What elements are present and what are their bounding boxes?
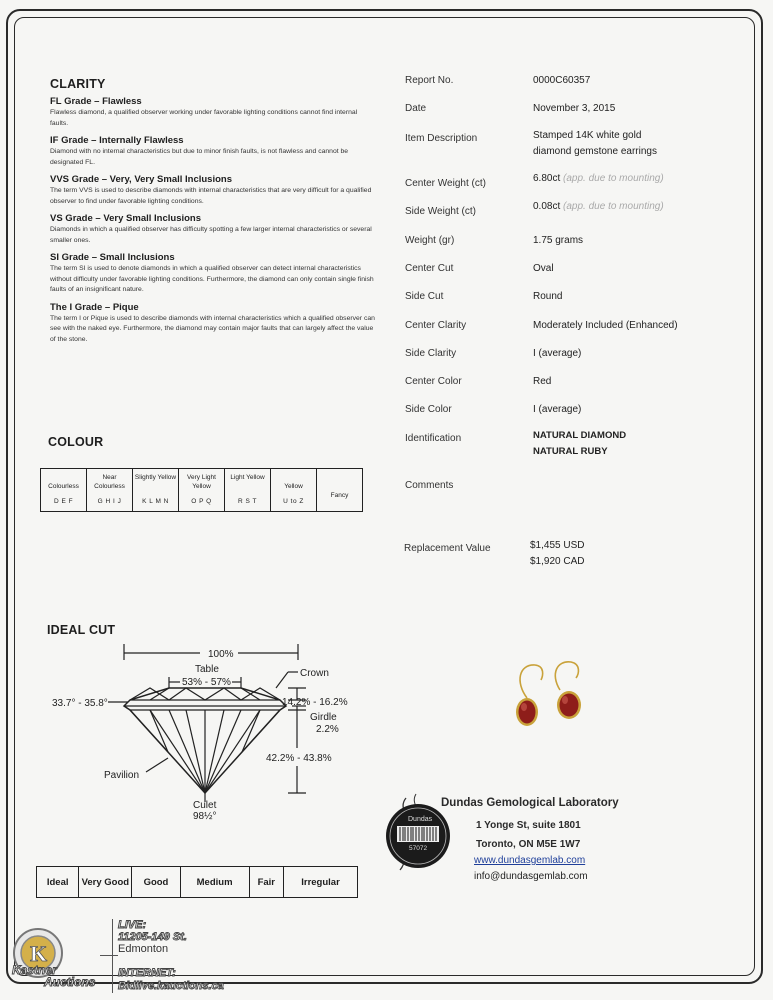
table-range-label: 53% - 57% — [182, 677, 231, 688]
cut-grade-cell: Good — [132, 867, 180, 898]
side-clarity-label: Side Clarity — [405, 348, 457, 359]
cut-grade-cell: Fair — [249, 867, 283, 898]
seal-code: 57072 — [409, 845, 428, 852]
center-color-value: Red — [533, 376, 552, 387]
colour-cell — [87, 469, 133, 512]
center-color-label: Center Color — [405, 376, 462, 387]
colour-cell — [225, 469, 271, 512]
girdle-pct-label: 2.2% — [316, 724, 339, 735]
grade-text-fl: Flawless diamond, a qualified observer working under favorable lighting conditions cannot find internal faults. — [50, 109, 358, 127]
side-cut-label: Side Cut — [405, 291, 444, 302]
lab-address-line-1: 1 Yonge St, suite 1801 — [476, 820, 581, 831]
colour-name: Near Colourless — [94, 474, 125, 490]
item-description-label: Item Description — [405, 133, 478, 144]
weight-gr-value: 1.75 grams — [533, 235, 584, 246]
stamp-internet-url: Bidlive.kauctions.ca — [118, 980, 224, 992]
colour-cell — [271, 469, 317, 512]
colour-name: Light Yellow — [230, 474, 265, 481]
earring-left-ruby — [519, 701, 536, 724]
colour-cell — [133, 469, 179, 512]
lab-address-line-2: Toronto, ON M5E 1W7 — [476, 839, 581, 850]
culet-angle-label: 98½° — [193, 811, 217, 822]
grade-title-fl: FL Grade – Flawless — [50, 96, 142, 107]
identification-value: NATURAL DIAMOND — [533, 430, 627, 441]
auction-stamp — [0, 915, 270, 1000]
pavilion-depth-label: 42.2% - 43.8% — [266, 753, 332, 764]
center-clarity-label: Center Clarity — [405, 320, 467, 331]
colour-name: Yellow — [284, 483, 303, 490]
date-label: Date — [405, 103, 427, 114]
svg-text:K: K — [30, 941, 48, 966]
colour-name: Colourless — [48, 483, 79, 490]
side-weight-note: (app. due to mounting) — [563, 201, 664, 212]
center-clarity-value: Moderately Included (Enhanced) — [533, 320, 678, 331]
report-no-label: Report No. — [405, 75, 454, 86]
grade-title-i: The I Grade – Pique — [50, 301, 139, 313]
stamp-live-address-2: Edmonton — [118, 943, 169, 955]
lab-address — [476, 816, 581, 854]
lab-info — [441, 797, 661, 809]
replacement-value-label: Replacement Value — [404, 543, 491, 554]
stamp-brand-2: Auctions — [44, 975, 96, 989]
colour-cell — [317, 469, 363, 512]
colour-scale-table — [40, 468, 363, 512]
report-no-value: 0000C60357 — [533, 75, 591, 86]
crown-label: Crown — [300, 668, 329, 679]
colour-code: R S T — [238, 498, 257, 505]
cut-grade-cell: Irregular — [284, 867, 358, 898]
grade-text-si: The term SI is used to denote diamonds in which a qualified observer can detect internal characteristics without difficulty under favorable lighting conditions. Furthermore, the diamond can only contain single finish faults of an insignificant nature. — [50, 265, 374, 293]
colour-cell — [41, 469, 87, 512]
side-color-label: Side Color — [405, 404, 452, 415]
clarity-heading: CLARITY — [50, 77, 106, 91]
replacement-cad: $1,920 CAD — [530, 556, 585, 567]
cut-grade-cell: Medium — [180, 867, 249, 898]
lab-name: Dundas Gemological Laboratory — [441, 797, 619, 809]
cut-grade-cell: Very Good — [79, 867, 132, 898]
center-cut-label: Center Cut — [405, 263, 454, 274]
colour-code: G H I J — [97, 498, 122, 505]
identification-value-2: NATURAL RUBY — [533, 446, 608, 457]
crown-angle-label: 33.7° - 35.8° — [52, 698, 108, 709]
identification-label: Identification — [405, 433, 462, 444]
side-weight-value: 0.08ct — [533, 201, 561, 212]
colour-cell — [179, 469, 225, 512]
colour-code: O P Q — [191, 498, 212, 505]
lab-website-link[interactable]: www.dundasgemlab.com — [474, 855, 586, 866]
lab-email: info@dundasgemlab.com — [474, 871, 588, 882]
colour-name: Very Light Yellow — [187, 474, 216, 490]
side-color-value: I (average) — [533, 404, 582, 415]
colour-name: Slightly Yellow — [134, 474, 177, 481]
width-label: 100% — [208, 649, 234, 660]
item-description-value-2: diamond gemstone earrings — [533, 146, 657, 157]
cut-grade-cell: Ideal — [37, 867, 79, 898]
cut-grade-table — [36, 866, 358, 898]
seal-name: Dundas — [408, 816, 433, 823]
grade-title-vvs: VVS Grade – Very, Very Small Inclusions — [50, 174, 232, 185]
stamp-internet-label: INTERNET: — [118, 967, 176, 979]
crown-height-label: 14.2% - 16.2% — [282, 697, 348, 708]
side-weight-label: Side Weight (ct) — [405, 206, 476, 217]
culet-label: Culet — [193, 800, 217, 811]
grade-title-vs: VS Grade – Very Small Inclusions — [50, 213, 202, 224]
lab-contact — [474, 851, 588, 885]
comments-label: Comments — [405, 480, 454, 491]
stamp-live-label: LIVE: — [118, 919, 147, 931]
grade-text-vs: Diamonds in which a qualified observer has difficulty spotting a few larger internal characteristics or several smaller ones. — [50, 226, 372, 244]
center-cut-value: Oval — [533, 263, 554, 274]
earrings-photo — [505, 660, 595, 740]
center-weight-note: (app. due to mounting) — [563, 173, 664, 184]
grade-title-si: SI Grade – Small Inclusions — [50, 252, 175, 263]
center-weight-label: Center Weight (ct) — [405, 178, 486, 189]
date-value: November 3, 2015 — [533, 103, 616, 114]
diamond-cut-diagram — [40, 640, 370, 830]
colour-heading: COLOUR — [48, 435, 104, 449]
ideal-cut-heading: IDEAL CUT — [47, 623, 116, 637]
grade-title-if: IF Grade – Internally Flawless — [50, 135, 184, 146]
stamp-brand-1: Kastner — [12, 963, 57, 977]
colour-code: D E F — [53, 498, 74, 505]
stamp-divider — [112, 919, 113, 993]
grade-text-vvs: The term VVS is used to describe diamonds with internal characteristics that are very difficult for a qualified observer to find under favorable lighting conditions. — [50, 187, 372, 205]
girdle-label: Girdle — [310, 712, 337, 723]
pavilion-label: Pavilion — [104, 770, 140, 781]
grade-text-if: Diamond with no internal characteristics but due to minor finish faults, is not flawless and cannot be designated FL. — [50, 148, 349, 166]
earring-right-ruby — [560, 694, 579, 717]
grade-text-i: The term I or Pique is used to describe diamonds with internal characteristics which a qualified observer can see with the naked eye. Furthermore, the diamond may contain major faults that can largely affect the value of the stone. — [50, 314, 375, 343]
colour-name: Fancy — [330, 492, 349, 499]
colour-code: K L M N — [142, 498, 169, 505]
stamp-live-address-1: 11205-149 St. — [118, 931, 187, 943]
side-clarity-value: I (average) — [533, 348, 582, 359]
replacement-usd: $1,455 USD — [530, 540, 585, 551]
weight-gr-label: Weight (gr) — [405, 235, 455, 246]
colour-code: U to Z — [283, 498, 304, 505]
item-description-value: Stamped 14K white gold — [533, 130, 642, 141]
table-label: Table — [195, 664, 219, 675]
side-cut-value: Round — [533, 291, 563, 302]
center-weight-value: 6.80ct — [533, 173, 561, 184]
clarity-section — [50, 77, 375, 351]
